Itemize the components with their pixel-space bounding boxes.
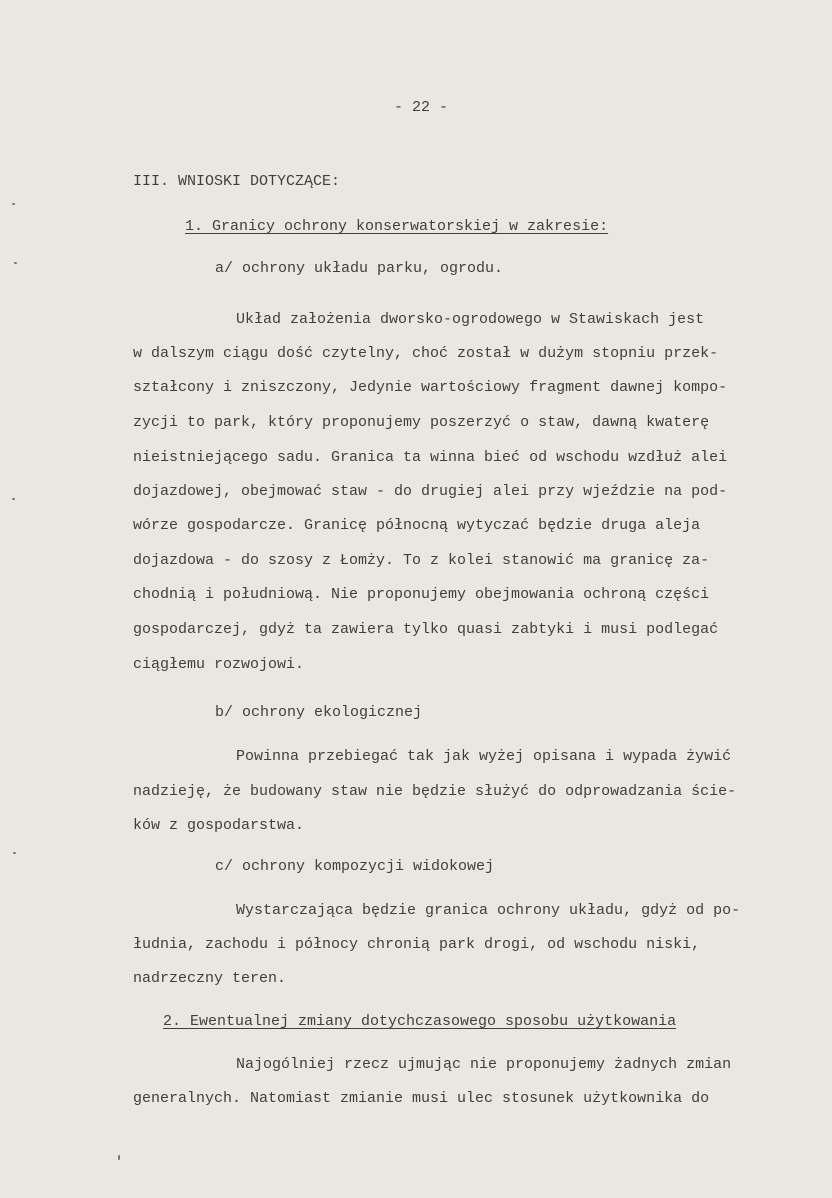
paragraph-line: Układ założenia dworsko-ogrodowego w Stawiskach jest <box>236 311 705 328</box>
item1-b-label: b/ ochrony ekologicznej <box>215 704 423 721</box>
paragraph-line: w dalszym ciągu dość czytelny, choć został w dużym stopniu przek- <box>133 345 719 362</box>
item1-c-label: c/ ochrony kompozycji widokowej <box>215 858 495 875</box>
paragraph-line: wórze gospodarcze. Granicę północną wytyczać będzie druga aleja <box>133 517 701 534</box>
paragraph-line: Wystarczająca będzie granica ochrony układu, gdyż od po- <box>236 902 741 919</box>
paragraph-line: dojazdowa - do szosy z Łomży. To z kolei stanowić ma granicę za- <box>133 552 710 569</box>
paragraph-line: generalnych. Natomiast zmianie musi ulec stosunek użytkownika do <box>133 1090 710 1107</box>
scan-speck <box>12 498 15 500</box>
paragraph-line: nadzieję, że budowany staw nie będzie służyć do odprowadzania ście- <box>133 783 737 800</box>
page-number: - 22 - <box>394 99 449 116</box>
scan-speck <box>13 852 16 854</box>
paragraph-line: gospodarczej, gdyż ta zawiera tylko quasi zabtyki i musi podlegać <box>133 621 719 638</box>
paragraph-line: nadrzeczny teren. <box>133 970 287 987</box>
paragraph-line: ciągłemu rozwojowi. <box>133 656 305 673</box>
section-heading: III. WNIOSKI DOTYCZĄCE: <box>133 173 341 190</box>
paragraph-line: Powinna przebiegać tak jak wyżej opisana i wypada żywić <box>236 748 732 765</box>
paragraph-line: ków z gospodarstwa. <box>133 817 305 834</box>
paragraph-line: nieistniejącego sadu. Granica ta winna bieć od wschodu wzdłuż alei <box>133 449 728 466</box>
scan-speck <box>118 1155 120 1160</box>
paragraph-line: chodnią i południową. Nie proponujemy obejmowania ochroną części <box>133 586 710 603</box>
item2-heading: 2. Ewentualnej zmiany dotychczasowego sposobu użytkowania <box>163 1013 677 1030</box>
scan-speck <box>12 203 15 205</box>
paragraph-line: Najogólniej rzecz ujmując nie proponujemy żadnych zmian <box>236 1056 732 1073</box>
item1-heading: 1. Granicy ochrony konserwatorskiej w zakresie: <box>185 218 609 235</box>
paragraph-line: łudnia, zachodu i północy chronią park drogi, od wschodu niski, <box>133 936 701 953</box>
paragraph-line: zycji to park, który proponujemy poszerzyć o staw, dawną kwaterę <box>133 414 710 431</box>
paragraph-line: dojazdowej, obejmować staw - do drugiej alei przy wjeździe na pod- <box>133 483 728 500</box>
paragraph-line: ształcony i zniszczony, Jedynie wartościowy fragment dawnej kompo- <box>133 379 728 396</box>
item1-a-label: a/ ochrony układu parku, ogrodu. <box>215 260 504 277</box>
scan-speck <box>14 262 17 264</box>
